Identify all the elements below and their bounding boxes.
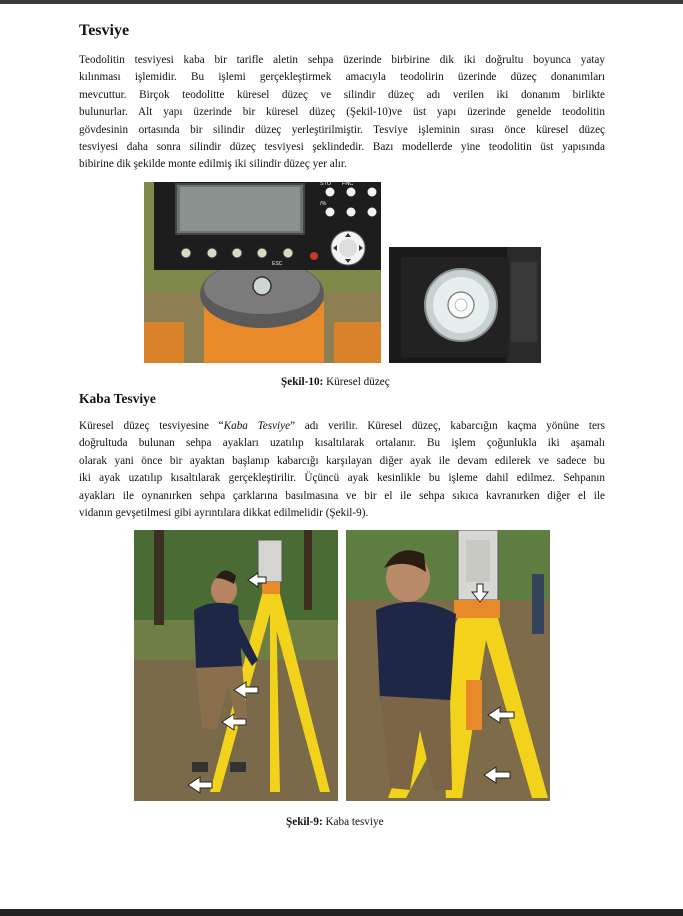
paragraph-line: iki ayak uzatılıp kısaltılarak gerçekleştirilir. Üçüncü ayak kesinlikle bu işleme dahil edilmez. Sehpanın: [79, 472, 605, 485]
paragraph-line: [79, 418, 605, 435]
paragraph-text: ” adı verilir. Küresel düzeç, kabarcığın kaçma yönüne ters: [290, 420, 605, 432]
keypad-label: FNC: [342, 182, 354, 187]
keypad-label: ESC: [272, 261, 283, 267]
page-bottom-border: [0, 909, 683, 916]
figure-9-caption: [286, 816, 384, 828]
instrument-keypad-photo: [144, 182, 381, 363]
paragraph-line: bibirine dik şekilde monte edilmiş iki silindir düzeç yer alır.: [79, 158, 347, 171]
figure-9-text: Kaba tesviye: [322, 816, 384, 828]
paragraph-line: kılınması işlemidir. Bu işlemi gerçekleştirmek amacıyla teodolirin üzerinde düzeç donanımları: [79, 71, 605, 84]
paragraph-text: Küresel düzeç tesviyesine “: [79, 420, 224, 432]
paragraph-line: ayakları ile oynanırken sehpa çarklarına basılmasına ve bir el ile sehpa sıkıca kavranırken diğer el ile: [79, 489, 605, 502]
subsection-title: Kaba Tesviye: [79, 391, 156, 406]
figure-10-text: Küresel düzeç: [323, 376, 390, 388]
paragraph-line: vidanın gevşetilmesi gibi ayrıntılara dikkat edilmelidir (Şekil-9).: [79, 507, 369, 520]
page-top-border: [0, 0, 683, 4]
keypad-label: STO: [320, 182, 332, 187]
keypad-label: /%: [320, 201, 327, 207]
figure-10-label: Şekil-10:: [281, 376, 324, 388]
emphasis-term: Kaba Tesviye: [223, 420, 291, 432]
paragraph-line: Teodolitin tesviyesi kaba bir tarifle aletin sehpa üzerinde birbirine dik iki doğrultu boyunca yatay: [79, 54, 605, 66]
circular-level-photo: [389, 247, 541, 363]
kaba-tesviye-paragraph: [79, 418, 605, 522]
figure-9-label: Şekil-9:: [286, 816, 323, 828]
tripod-leveling-photo-right: [346, 530, 550, 801]
paragraph-line: gövdesinin ortasında bir silindir düzeç yerleştirilmiştir. Tesviye işleminin sırası önce küresel düzeç: [79, 123, 605, 136]
tesviye-paragraph: [79, 52, 605, 174]
paragraph-line: olarak yani önce bir ayaktan başlanıp kabarcığı karşılayan diğer ayak ile devam edilerek ve sadece bu: [79, 454, 605, 467]
tripod-leveling-photo-left: [134, 530, 338, 801]
figure-10-caption: [281, 376, 390, 388]
paragraph-line: bulunurlar. Alt yapı üzerinde bir küresel düzeç (Şekil-10)ve üst yapı üzerinde genelde teodolitin: [79, 106, 605, 119]
paragraph-line: mevcuttur. Birçok teodolitte küresel düzeç ve silindir düzeç adı verilen iki donanım birlikte: [79, 88, 605, 101]
paragraph-line: tesviyesi daha sonra silindir düzeç tesviyesi şeklindedir. Bazı modellerde yine teodolitin üst yapısında: [79, 141, 605, 154]
paragraph-line: doğrultuda bulunan sehpa ayakları uzatılıp kısaltılarak ortalanır. Bu işlem çoğunlukla iki aşamalı: [79, 437, 605, 450]
section-title: Tesviye: [79, 22, 130, 39]
